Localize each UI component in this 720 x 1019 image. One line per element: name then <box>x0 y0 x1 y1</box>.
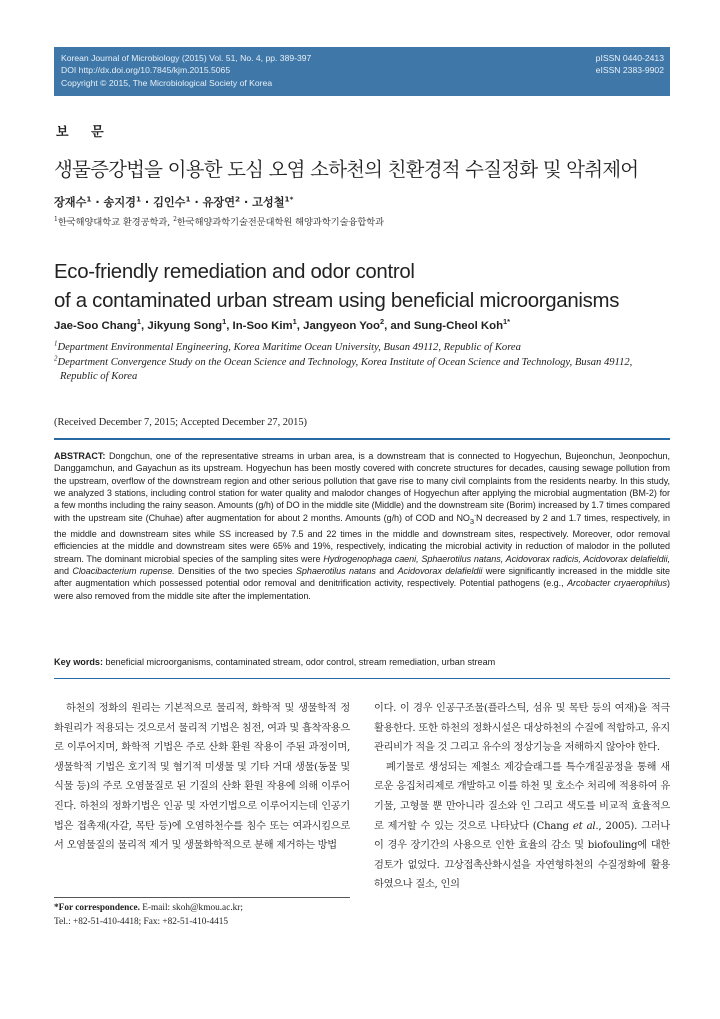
journal-header-bar <box>54 47 670 96</box>
author-name: 송지경 <box>103 196 136 209</box>
affil-mark: 2 <box>173 215 177 223</box>
subscript: 3 <box>469 516 475 526</box>
body-paragraph: 이다. 이 경우 인공구조물(플라스틱, 섬유 및 목탄 등의 여재)을 적극 활용한다. 또한 하천의 정화시설은 대상하천의 수질에 적합하고, 유지관리비가 적을 것 그리고 유수의 정상기능을 저해하지 않아야 한다. <box>374 703 670 754</box>
footnote-label: *For correspondence. <box>54 903 140 913</box>
author-separator: , <box>226 320 233 332</box>
footnote-line-2: Tel.: +82-51-410-4418; Fax: +82-51-410-4415 <box>54 917 229 927</box>
abstract-text: ) were also removed from the middle site after the implementation. <box>54 578 670 601</box>
abstract-text: Dongchun, one of the representative streams in urban area, is a downstream that is connected to Hogyechun, Bujeonchun, Jeonpochun, Danggamchun, and Gayachun as its upstream. Hogyechun has been mostly covered with concrete structures for decades, causing sewage pollution from the upstream, overflow of the downstream region and other serious pollution that gave rise to many civil complaints from the residents nearby. In this study, we analyzed 3 stations, including control station for water quality and malodor changes of Hogyechun after applying the microbial augmentation (BM-2) for a few months including the rainy season. Amounts (g/h) of DO in the middle site (Middle) and the downstream site (Borim) increased by 1.7 times compared with the upstream site (Chuhae) after augmentation for about 2 months. Amounts (g/h) of COD and NO <box>54 451 670 523</box>
author-affil-mark: 1 <box>185 194 191 204</box>
author-separator: · <box>91 196 104 209</box>
author-separator: · <box>190 196 203 209</box>
author-name: Sung-Cheol Koh <box>413 320 504 332</box>
author-affil-mark: 1 <box>135 194 142 204</box>
author-affil-mark: 1* <box>503 317 511 327</box>
issn-block <box>596 52 664 77</box>
section-label: 보 문 <box>56 125 113 140</box>
superscript: - <box>474 512 476 519</box>
copyright-line: Copyright © 2015, The Microbiological Society of Korea <box>61 77 273 88</box>
korean-affiliation-1: 한국해양대학교 환경공학과, <box>57 217 174 228</box>
author-name: In-Soo Kim <box>232 320 293 332</box>
author-affil-mark: 1 <box>86 194 92 204</box>
citation-etal: et al <box>572 820 596 832</box>
english-affiliations <box>54 341 670 385</box>
keywords-label: Key words: <box>54 657 104 667</box>
abstract-bottom-rule <box>54 678 670 679</box>
journal-citation <box>61 52 311 89</box>
species-name: Hydrogenophaga caeni, Sphaerotilus natans, Acidovorax radicis, Acidovorax delafieldii, <box>323 553 670 564</box>
english-title-line: of a contaminated urban stream using beneficial microorganisms <box>54 290 620 312</box>
species-name: Sphaerotilus natans <box>295 565 376 576</box>
body-text: ., 2005). 그러나 이 경우 장기간의 사용으로 인한 효율의 감소 및 biofouling에 대한 검토가 없었다. 끄상접촉산화시설을 자연형하천의 수질정화에 활용하였으나 질소, 인의 <box>374 820 670 891</box>
abstract-text: were significantly increased in the middle site after augmentation which possessed potential odor removal and denitrification activity, respectively. Potential pathogens (e.g., <box>54 565 670 589</box>
body-column-right <box>374 699 670 895</box>
keywords-text: beneficial microorganisms, contaminated stream, odor control, stream remediation, urban stream <box>103 657 496 667</box>
journal-citation-line: Korean Journal of Microbiology (2015) Vol. 51, No. 4, pp. 389-397 <box>61 53 312 63</box>
author-separator: , <box>296 320 304 332</box>
abstract-text: Densities of the two species <box>174 565 296 576</box>
korean-title: 생물증강법을 이용한 도심 오염 소하천의 친환경적 수질정화 및 악취제어 <box>54 158 639 181</box>
footnote-rule <box>54 897 350 898</box>
author-name: 김인수 <box>153 196 186 209</box>
abstract-top-rule <box>54 438 670 440</box>
doi-link[interactable]: DOI http://dx.doi.org/10.7845/kjm.2015.5065 <box>61 65 231 76</box>
author-affil-mark: 2 <box>235 194 241 204</box>
korean-affiliations <box>54 214 384 228</box>
english-title-line: Eco-friendly remediation and odor control <box>54 261 415 283</box>
english-authors <box>54 317 511 332</box>
body-text: 폐기물로 생성되는 제철소 제강슬래그를 특수개질공정을 통해 새로운 응집처리제로 개발하고 이를 하천 및 호소수 처리에 적용하여 유기물, 고형물 뿐 만아니라 질소와 인 그리고 색도를 비교적 효율적으로 제거할 수 있는 것으로 나타났다 (Chang <box>374 761 670 832</box>
body-column-left <box>54 699 350 856</box>
author-name: Jikyung Song <box>147 320 223 332</box>
author-name: 고성철 <box>252 196 285 209</box>
pissn: pISSN 0440-2413 <box>595 53 664 63</box>
abstract-text: and <box>375 565 398 576</box>
author-affil-mark: 1* <box>284 194 294 204</box>
received-dates: (Received December 7, 2015; Accepted December 27, 2015) <box>54 417 308 428</box>
affil-mark: 1 <box>54 215 58 223</box>
affil-mark: 2 <box>54 355 58 363</box>
author-name: Jae-Soo Chang <box>54 320 137 332</box>
affiliation-text: Department Convergence Study on the Ocean Science and Technology, Korea Institute of Ocean Science and Technology, Busan 49112, Republic of Korea <box>57 356 633 383</box>
affiliation-text: Department Environmental Engineering, Korea Maritime Ocean University, Busan 49112, Republic of Korea <box>57 342 521 353</box>
english-title <box>54 258 674 316</box>
correspondence-footnote <box>54 901 350 929</box>
author-affil-mark: 2 <box>379 317 385 327</box>
author-name: 장재수 <box>54 196 87 209</box>
author-affil-mark: 1 <box>222 317 227 327</box>
author-name: 유장연 <box>202 196 236 209</box>
english-affiliation-1 <box>54 341 670 356</box>
korean-authors <box>54 194 293 210</box>
abstract-text: and <box>54 565 73 576</box>
body-paragraph: 하천의 정화의 원리는 기본적으로 물리적, 화학적 및 생물학적 정화원리가 적용되는 것으로서 물리적 기법은 침전, 여과 및 흡착작용으로 이루어지며, 화학적 기법은 주로 산화 환원 작용이 주된 과정이며, 생물학적 기법은 호기적 및 혐기적 미생물 및 기타 거대 생물(동물 및 식물 등)의 주로 오염물질로 된 기질의 산화 환원 작용에 의해 이루어진다. 하천의 정화기법은 인공 및 자연기법으로 이루어지는데 인공기법은 접촉재(자갈, 목탄 등)에 오염하천수를 침수 또는 여과시킴으로서 오염물질의 물리적 제거 및 생물화학적으로 분해 제거하는 방법 <box>54 703 350 852</box>
abstract-label: ABSTRACT: <box>54 451 106 461</box>
abstract <box>54 450 670 602</box>
author-separator: · <box>240 196 253 209</box>
author-separator: · <box>141 196 154 209</box>
keywords <box>54 657 670 667</box>
eissn: eISSN 2383-9902 <box>595 65 664 76</box>
footnote-line-1 <box>54 901 350 915</box>
species-name: Cloacibacterium rupense. <box>72 565 175 576</box>
author-separator: , and <box>384 320 414 332</box>
author-affil-mark: 1 <box>136 317 142 327</box>
korean-affiliation-2: 한국해양과학기술전문대학원 해양과학기술융합학과 <box>176 217 384 228</box>
english-affiliation-2 <box>54 356 670 385</box>
footnote-email[interactable]: E-mail: skoh@kmou.ac.kr; <box>139 903 243 913</box>
affil-mark: 1 <box>54 340 58 348</box>
species-name: Arcobacter cryaerophilus <box>567 578 668 589</box>
author-affil-mark: 1 <box>292 317 297 327</box>
species-name: Acidovorax delafieldii <box>397 565 483 576</box>
author-name: Jangyeon Yoo <box>303 320 380 332</box>
body-paragraph <box>374 758 670 895</box>
author-separator: , <box>141 320 148 332</box>
abstract-text: N decreased by 2 and 1.7 times, respectively, in the middle and downstream sites while SS increased by 7.5 and 22 times in the middle and downstream sites, respectively. Moreover, odor removal efficiencies at the middle and downstream sites were 65% and 19%, respectively, indicating the microbial activity in reduction of malodor in the polluted stream. The dominant microbial species of the sampling sites were <box>54 512 670 564</box>
